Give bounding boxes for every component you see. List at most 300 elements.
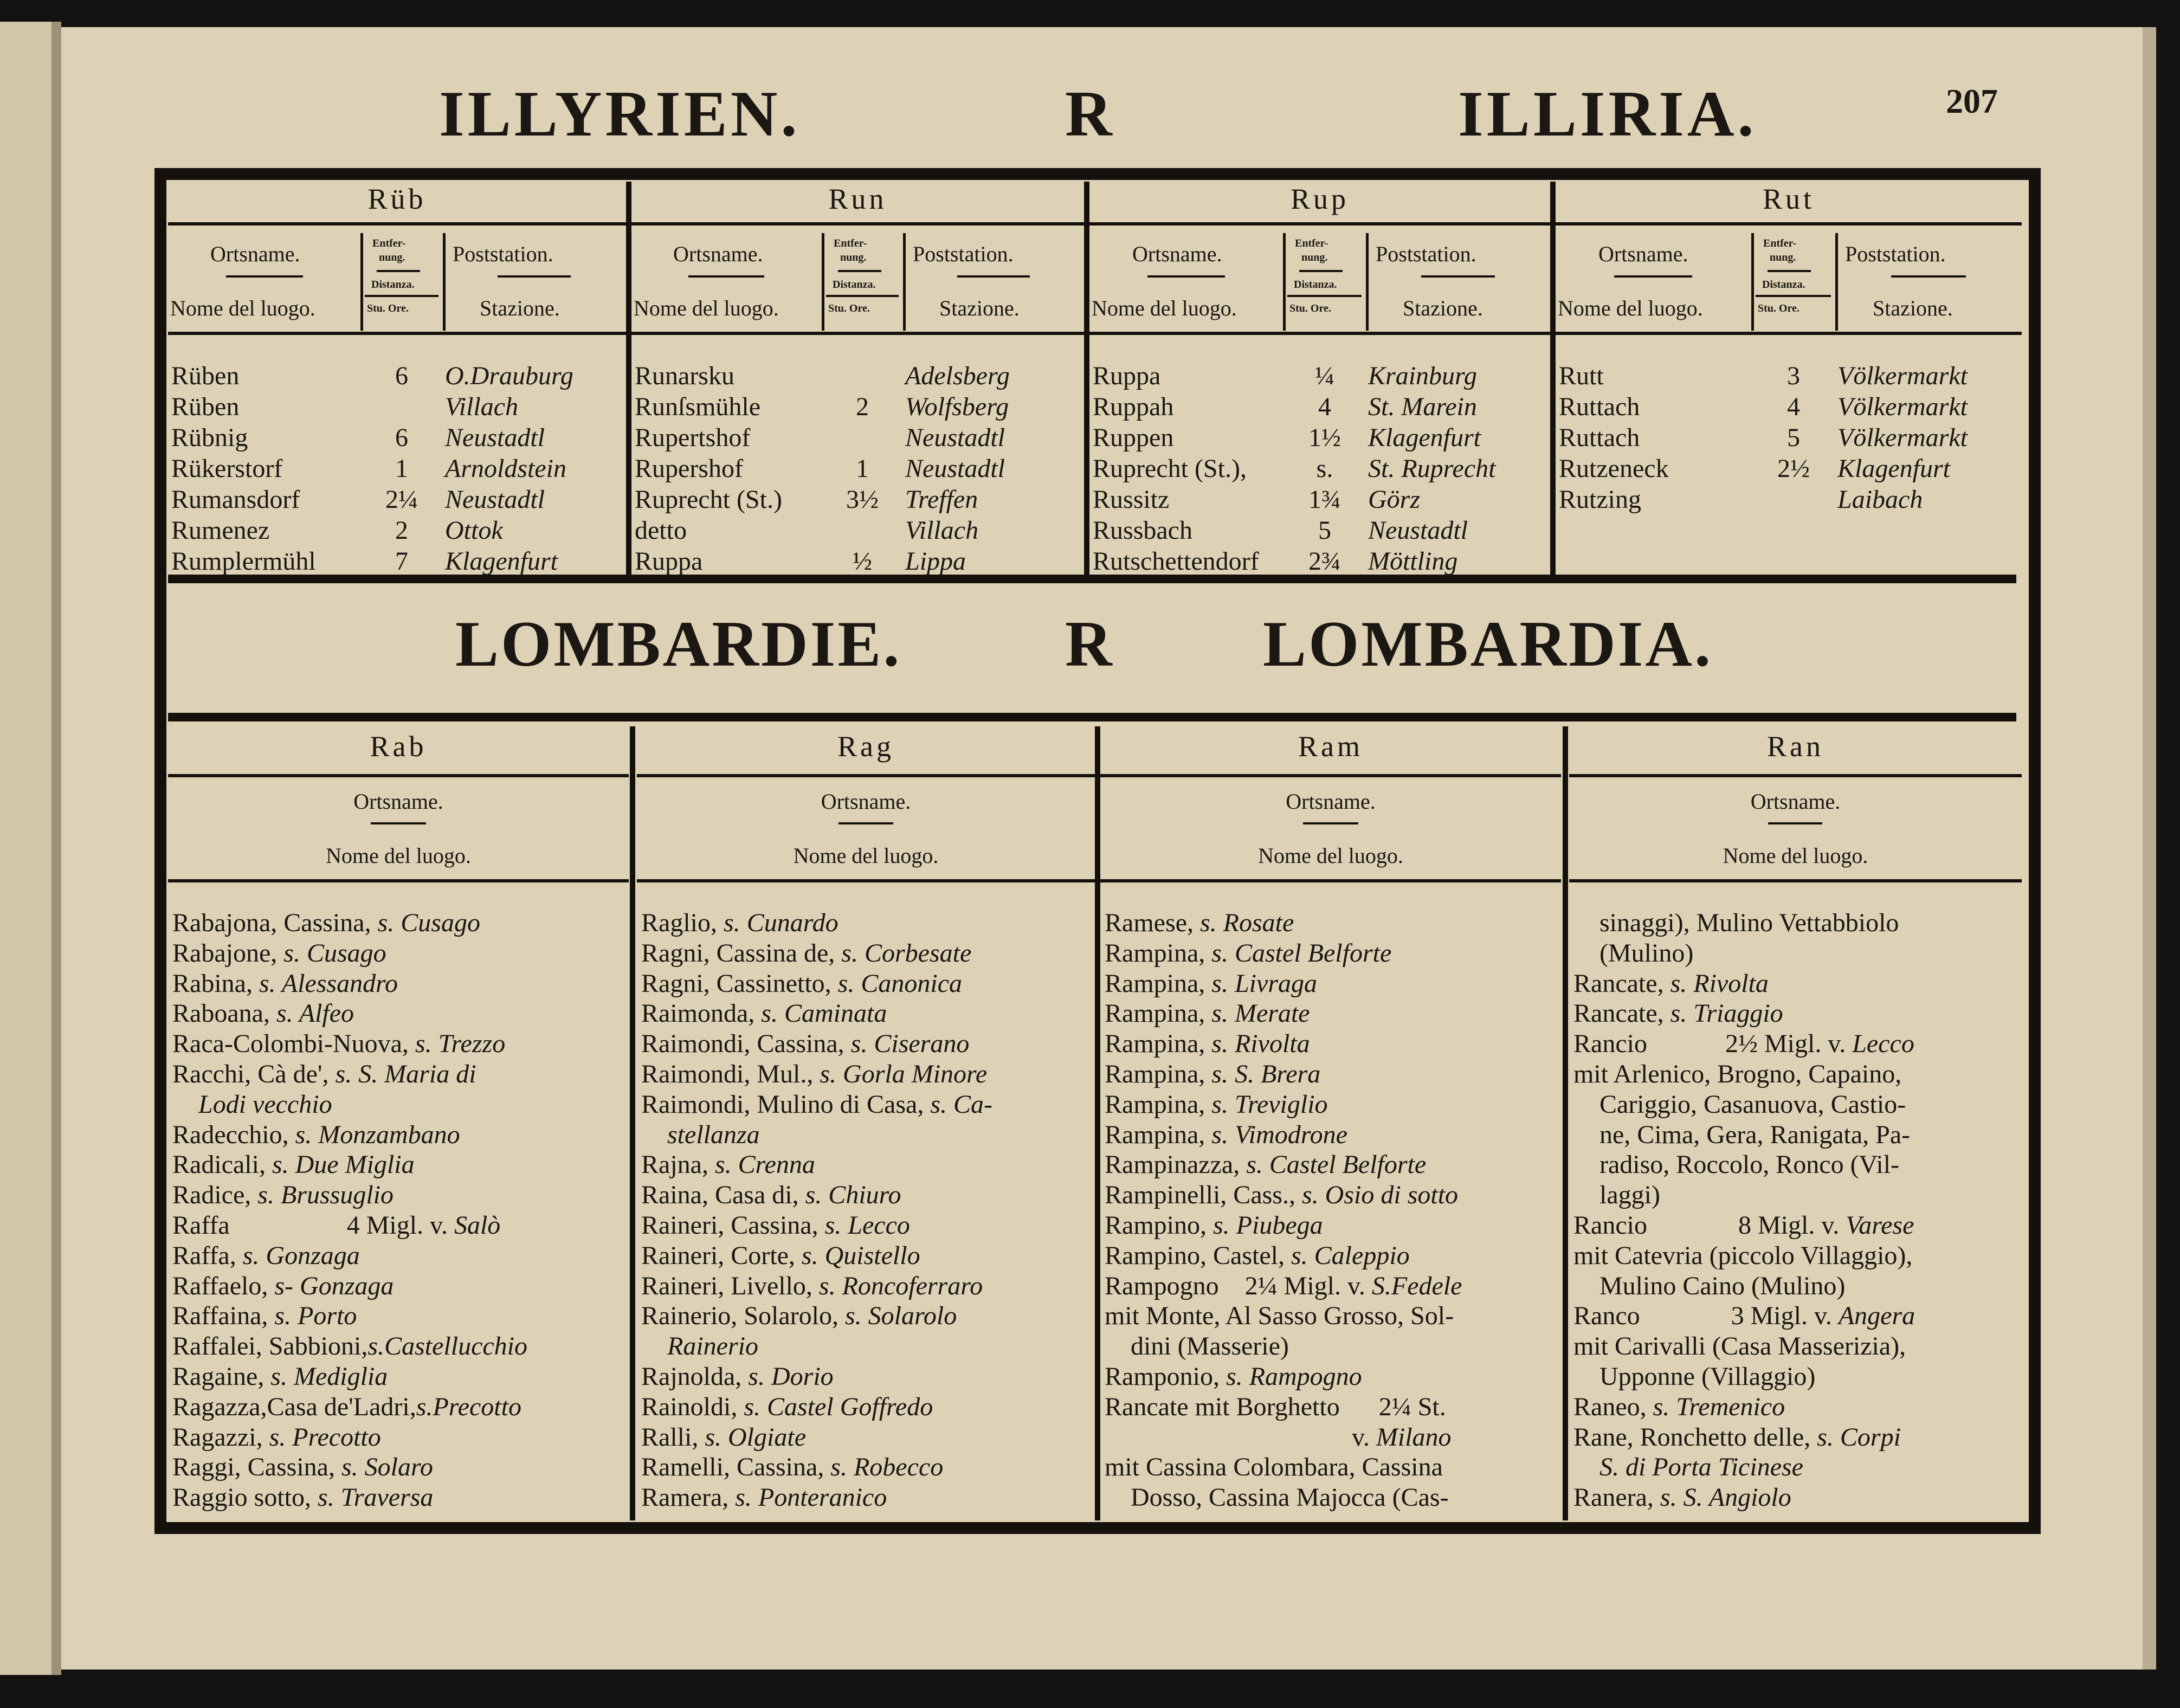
distance-value: 4: [1787, 392, 1800, 421]
see-reference: s.: [1211, 999, 1235, 1028]
see-reference: s.: [270, 1362, 294, 1391]
distance-value: 5: [1318, 516, 1331, 545]
table-row: [168, 515, 626, 546]
header-place-it: Nome del luogo.: [326, 843, 471, 868]
entry-text: Rabajona, Cassina,: [172, 908, 378, 937]
header-distance-de-2: nung.: [1770, 252, 1796, 263]
illyria-column-rüb: [168, 173, 626, 575]
column-heading: Rup: [1290, 183, 1350, 215]
entry-text: Raina, Casa di,: [641, 1181, 805, 1210]
place-list: [641, 908, 1093, 1513]
table-row: [1089, 391, 1550, 422]
post-station: Canonica: [861, 969, 962, 998]
see-reference: s.: [805, 1181, 829, 1210]
entry-text: Rampino,: [1105, 1210, 1213, 1240]
list-entry: [1573, 1422, 2020, 1453]
list-entry: [1105, 938, 1559, 969]
post-station: Möttling: [1368, 547, 1458, 576]
see-reference: s.: [1211, 1059, 1235, 1088]
list-entry: [172, 1301, 627, 1331]
entry-text: Ramese,: [1105, 908, 1200, 937]
table-row: [168, 391, 626, 422]
lombardy-title-center: R: [1065, 608, 1114, 680]
place-name: Ruttach: [1559, 423, 1640, 452]
post-station: Alessandro: [281, 969, 398, 998]
header-distance-de: Entfer-: [372, 237, 406, 249]
header-distance-units: Stu. Ore.: [367, 302, 409, 314]
entry-text: Raimondi, Cassina,: [641, 1029, 851, 1059]
post-station: Castellucchio: [384, 1332, 528, 1361]
post-station: Chiuro: [828, 1181, 901, 1210]
post-station: Caleppio: [1314, 1241, 1410, 1270]
entry-text: Cariggio, Casanuova, Castio-: [1573, 1090, 1906, 1119]
see-reference: s.: [714, 1150, 738, 1180]
distance-value: s.: [1316, 454, 1333, 483]
post-station: Gonzaga: [266, 1241, 360, 1270]
see-reference: s.: [1211, 1090, 1235, 1119]
post-station: Görz: [1368, 485, 1421, 514]
column-heading: Run: [828, 183, 887, 215]
post-station: Villach: [905, 516, 979, 545]
header-distance-de-2: nung.: [379, 252, 405, 263]
list-entry: [1573, 1331, 2020, 1362]
list-entry: [641, 908, 1093, 938]
table-row: [1089, 422, 1550, 453]
header-place-rule: [839, 822, 893, 824]
place-name: Ruppah: [1093, 392, 1174, 421]
see-reference: s.: [269, 1422, 293, 1452]
post-station: Trezzo: [438, 1029, 506, 1059]
see-reference: s.: [367, 1332, 385, 1361]
header-station-rule: [498, 275, 571, 278]
list-entry: [1573, 1180, 2020, 1210]
column-heading: Rut: [1762, 183, 1815, 215]
post-station: Precotto: [292, 1422, 381, 1452]
header-divider: [1366, 233, 1369, 331]
see-reference: s.: [1211, 969, 1235, 998]
see-reference: s.: [318, 1483, 341, 1512]
header-station-de: Poststation.: [913, 242, 1014, 266]
entry-text: Rainoldi,: [641, 1392, 744, 1421]
entry-text: [172, 1090, 198, 1119]
table-row: [1089, 515, 1550, 546]
table-row: [168, 360, 626, 391]
see-reference: s.: [1291, 1241, 1314, 1270]
header-place-it: Nome del luogo.: [1092, 296, 1237, 320]
header-bottom-rule: [1100, 879, 1561, 882]
heading-rule: [631, 222, 1084, 225]
entry-text: Raboana,: [172, 999, 276, 1028]
list-entry: [641, 1331, 1093, 1362]
place-name: Runſsmühle: [635, 392, 761, 421]
header-place-de: Ortsname.: [1286, 789, 1376, 814]
see-reference: s.: [415, 1029, 438, 1059]
post-station: Alfeo: [299, 999, 354, 1028]
see-reference: s-: [274, 1271, 300, 1300]
see-reference: s.: [416, 1392, 433, 1421]
header-place-rule: [371, 822, 426, 824]
post-station: Adelsberg: [905, 362, 1010, 390]
post-station: Villach: [445, 392, 519, 421]
header-place-de: Ortsname.: [1598, 242, 1688, 266]
post-station: Völkermarkt: [1837, 423, 1968, 452]
place-list: [1573, 908, 2020, 1513]
place-name: Ruprecht (St.),: [1093, 454, 1247, 483]
table-row: [631, 360, 1084, 391]
entry-text: Raimondi, Mulino di Casa,: [641, 1090, 931, 1119]
see-reference: s.: [844, 1301, 868, 1331]
heading-rule: [1569, 774, 2022, 777]
list-entry: [1573, 908, 2020, 938]
entry-text: Raineri, Corte,: [641, 1241, 802, 1270]
list-entry: [172, 938, 627, 969]
post-station: Milano: [1376, 1422, 1452, 1452]
entry-text: [641, 1120, 667, 1149]
entry-text: mit Carivalli (Casa Masserizia),: [1573, 1332, 1906, 1361]
list-entry: [1105, 1241, 1559, 1271]
post-station: Merate: [1234, 999, 1310, 1028]
list-entry: [172, 1452, 627, 1483]
header-distance-rule: [838, 270, 881, 272]
see-reference: s.: [242, 1241, 266, 1270]
column-heading: Rag: [837, 730, 894, 763]
see-reference: s.: [930, 1090, 954, 1119]
post-station: Rainerio: [667, 1332, 758, 1361]
list-entry: [1105, 1210, 1559, 1241]
header-station-it: Stazione.: [1873, 296, 1953, 320]
list-entry: [172, 908, 627, 938]
header-bottom-rule: [637, 879, 1095, 882]
entry-text: Rampinelli, Cass.,: [1105, 1181, 1302, 1210]
entry-text: Raineri, Livello,: [641, 1271, 819, 1300]
header-place-it: Nome del luogo.: [1723, 843, 1868, 868]
post-station: Roncoferraro: [842, 1271, 983, 1300]
list-entry: [172, 1120, 627, 1150]
entry-text: Raggio sotto,: [172, 1483, 318, 1512]
list-entry: [641, 1392, 1093, 1422]
entry-text: Rampina,: [1105, 999, 1212, 1028]
see-reference: s.: [1817, 1422, 1840, 1452]
entry-text: Ragni, Cassina de,: [641, 938, 842, 968]
see-reference: s.: [1211, 938, 1235, 968]
list-entry: [641, 1029, 1093, 1059]
entry-text: Ragaine,: [172, 1362, 271, 1391]
list-entry: [172, 998, 627, 1029]
post-station: St. Marein: [1368, 392, 1477, 421]
post-station: Piubega: [1236, 1210, 1323, 1240]
place-name: Rutzeneck: [1559, 454, 1669, 483]
post-station: Precotto: [433, 1392, 521, 1421]
post-station: Salò: [454, 1210, 501, 1240]
list-entry: [172, 1362, 627, 1392]
list-entry: [172, 1392, 627, 1422]
table-row: [631, 546, 1084, 577]
header-place-rule: [688, 275, 764, 278]
entry-text: Rampogno 2¼ Migl. v.: [1105, 1271, 1372, 1300]
entry-text: Raffa,: [172, 1241, 243, 1270]
see-reference: s.: [705, 1422, 728, 1452]
distance-value: ½: [853, 547, 872, 576]
table-row: [1556, 453, 2022, 484]
distance-value: 1¾: [1308, 485, 1341, 514]
post-station: Porto: [298, 1301, 357, 1331]
entry-text: v.: [1105, 1422, 1376, 1452]
illyria-column-run: [631, 173, 1084, 575]
header-bottom-rule: [631, 332, 1084, 335]
list-entry: [1105, 969, 1559, 999]
place-list: [1105, 908, 1559, 1513]
post-station: Ca-: [953, 1090, 993, 1119]
list-entry: [641, 1241, 1093, 1271]
heading-rule: [637, 774, 1095, 777]
entry-text: Ramera,: [641, 1483, 736, 1512]
post-station: Neustadtl: [905, 454, 1005, 483]
entry-text: Mulino Caino (Mulino): [1573, 1271, 1846, 1300]
list-entry: [1105, 1120, 1559, 1150]
see-reference: s.: [259, 969, 282, 998]
table-row: [1556, 484, 2022, 515]
list-entry: [641, 938, 1093, 969]
header-station-de: Poststation.: [453, 242, 553, 266]
header-place-de: Ortsname.: [821, 789, 911, 814]
header-bottom-rule: [168, 879, 629, 882]
place-list: [172, 908, 627, 1513]
distance-value: 3½: [846, 485, 879, 514]
post-station: Arnoldstein: [445, 454, 566, 483]
entry-text: Dosso, Cassina Majocca (Cas-: [1105, 1483, 1449, 1512]
table-row: [631, 453, 1084, 484]
header-divider: [443, 233, 446, 331]
header-distance-it: Distanza.: [371, 279, 415, 291]
place-name: detto: [635, 516, 687, 545]
list-entry: [1573, 1120, 2020, 1150]
header-place-it: Nome del luogo.: [170, 296, 315, 320]
post-station: Ottok: [445, 516, 503, 545]
entry-text: Raffaelo,: [172, 1271, 275, 1300]
see-reference: s.: [1670, 999, 1694, 1028]
see-reference: s.: [1199, 908, 1223, 937]
post-station: Cunardo: [746, 908, 839, 937]
post-station: Lecco: [1852, 1029, 1914, 1059]
table-row: [1089, 360, 1550, 391]
table-row: [168, 546, 626, 577]
list-entry: [1105, 1301, 1559, 1331]
list-entry: [1573, 1210, 2020, 1241]
see-reference: s.: [824, 1210, 848, 1240]
place-name: Runarsku: [635, 362, 734, 390]
post-station: Treviglio: [1234, 1090, 1328, 1119]
post-station: S. di Porta Ticinese: [1599, 1453, 1803, 1482]
distance-value: 1: [856, 454, 869, 483]
entry-text: Raneo,: [1573, 1392, 1653, 1421]
list-entry: [1573, 998, 2020, 1029]
list-entry: [172, 1150, 627, 1180]
header-distance-rule-2: [1287, 295, 1362, 297]
post-station: Krainburg: [1368, 362, 1477, 390]
see-reference: s.: [818, 1271, 842, 1300]
list-entry: [1573, 1392, 2020, 1422]
list-entry: [641, 1483, 1093, 1513]
entry-text: dini (Masserie): [1105, 1332, 1289, 1361]
distance-value: 5: [1787, 423, 1800, 452]
header-distance-de-2: nung.: [840, 252, 867, 263]
entry-text: Raffaina,: [172, 1301, 275, 1331]
header-place-de: Ortsname.: [210, 242, 300, 266]
header-distance-de: Entfer-: [1763, 237, 1797, 249]
header-right-title: ILLIRIA.: [1458, 78, 1757, 150]
see-reference: s.: [274, 1301, 298, 1331]
entry-text: Rampinazza,: [1105, 1150, 1247, 1180]
post-station: Treffen: [905, 485, 978, 514]
post-station: Rosate: [1223, 908, 1294, 937]
header-left-title: ILLYRIEN.: [439, 78, 801, 150]
list-entry: [1573, 1483, 2020, 1513]
header-divider: [822, 233, 824, 331]
entry-text: mit Monte, Al Sasso Grosso, Sol-: [1105, 1301, 1454, 1331]
entry-text: Rancio 8 Migl. v.: [1573, 1210, 1846, 1240]
header-bottom-rule: [1089, 332, 1550, 335]
header-station-rule: [1891, 275, 1966, 278]
entry-text: Radicali,: [172, 1150, 272, 1180]
distance-value: 6: [395, 423, 408, 452]
entry-text: sinaggi), Mulino Vettabbiolo: [1573, 908, 1899, 937]
heading-rule: [168, 774, 629, 777]
see-reference: s.: [1301, 1181, 1325, 1210]
column-heading: Rüb: [367, 183, 427, 215]
entry-text: Ranco 3 Migl. v.: [1573, 1301, 1839, 1331]
list-entry: [641, 1271, 1093, 1301]
lombardy-title-left: LOMBARDIE.: [455, 608, 902, 680]
entry-text: Ralli,: [641, 1422, 705, 1452]
post-station: Angera: [1838, 1301, 1915, 1331]
post-station: Ponteranico: [758, 1483, 887, 1512]
list-entry: [641, 1301, 1093, 1331]
list-entry: [1573, 1090, 2020, 1120]
header-distance-rule-2: [1756, 295, 1831, 297]
post-station: S.Fedele: [1371, 1271, 1462, 1300]
table-row: [631, 422, 1084, 453]
list-entry: [1573, 969, 2020, 999]
lombardy-column-rab: [168, 726, 629, 1523]
list-entry: [1573, 1150, 2020, 1180]
table-row: [168, 484, 626, 515]
distance-value: 2¼: [385, 485, 418, 514]
header-divider: [360, 233, 363, 331]
heading-rule: [1089, 222, 1550, 225]
post-station: Vimodrone: [1234, 1120, 1347, 1149]
post-station: Osio di sotto: [1325, 1181, 1459, 1210]
header-distance-rule: [377, 270, 420, 272]
distance-value: ¼: [1315, 362, 1334, 390]
section-divider-bottom: [168, 713, 2016, 721]
place-name: Ruprecht (St.): [635, 485, 782, 514]
distance-value: 1: [395, 454, 408, 483]
post-station: Solarolo: [868, 1301, 957, 1331]
illyria-column-rut: [1556, 173, 2022, 575]
list-entry: [172, 1483, 627, 1513]
entry-text: mit Arlenico, Brogno, Capaino,: [1573, 1059, 1902, 1088]
header-distance-units: Stu. Ore.: [1758, 302, 1800, 314]
entry-text: ne, Cima, Gera, Ranigata, Pa-: [1573, 1120, 1911, 1149]
facing-page-edge: [0, 22, 51, 1675]
entry-text: Rabina,: [172, 969, 259, 998]
post-station: S. Brera: [1234, 1059, 1321, 1088]
place-name: Rumenez: [171, 516, 270, 545]
post-station: Neustadtl: [445, 485, 545, 514]
header-station-it: Stazione.: [1403, 296, 1483, 320]
illyria-column-divider: [626, 182, 631, 575]
header-place-de: Ortsname.: [1750, 789, 1841, 814]
header-station-it: Stazione.: [480, 296, 560, 320]
table-row: [631, 515, 1084, 546]
illyria-column-divider: [1084, 182, 1089, 575]
post-station: Völkermarkt: [1837, 362, 1968, 390]
list-entry: [641, 1452, 1093, 1483]
post-station: Cusago: [306, 938, 386, 968]
illyria-column-divider: [1550, 182, 1556, 575]
page-edge-shadow: [2143, 27, 2156, 1670]
entry-text: (Mulino): [1573, 938, 1694, 968]
table-row: [1556, 360, 2022, 391]
entry-text: Radecchio,: [172, 1120, 295, 1149]
list-entry: [1105, 1059, 1559, 1090]
entry-text: Ramelli, Cassina,: [641, 1453, 831, 1482]
post-station: Cusago: [401, 908, 480, 937]
post-station: Crenna: [738, 1150, 815, 1180]
table-row: [631, 391, 1084, 422]
distance-value: 3: [1787, 362, 1800, 390]
list-entry: [172, 1180, 627, 1210]
see-reference: s.: [341, 1453, 365, 1482]
entry-text: Raglio,: [641, 908, 724, 937]
header-place-it: Nome del luogo.: [1558, 296, 1703, 320]
see-reference: s.: [1246, 1150, 1269, 1180]
place-name: Rupertshof: [635, 423, 751, 452]
post-station: Rivolta: [1234, 1029, 1310, 1059]
header-distance-de-2: nung.: [1301, 252, 1328, 263]
post-station: Tremenico: [1676, 1392, 1785, 1421]
place-name: Rüben: [171, 362, 240, 390]
place-name: Ruttach: [1559, 392, 1640, 421]
list-entry: [172, 1090, 627, 1120]
book-gutter: [51, 22, 61, 1675]
entry-text: Racchi, Cà de',: [172, 1059, 336, 1088]
place-name: Rüben: [171, 392, 240, 421]
entry-text: Ragazza,Casa de'Ladri,: [172, 1392, 416, 1421]
place-name: Rumplermühl: [171, 547, 316, 576]
entry-text: Raca-Colombi-Nuova,: [172, 1029, 415, 1059]
see-reference: s.: [744, 1392, 767, 1421]
header-distance-units: Stu. Ore.: [828, 302, 870, 314]
entry-text: Ragazzi,: [172, 1422, 269, 1452]
table-row: [631, 484, 1084, 515]
place-name: Rükerstorf: [171, 454, 283, 483]
header-place-it: Nome del luogo.: [1258, 843, 1403, 868]
see-reference: s.: [276, 999, 299, 1028]
post-station: Quistello: [824, 1241, 920, 1270]
see-reference: s.: [1670, 969, 1694, 998]
entry-text: Ragni, Cassinetto,: [641, 969, 838, 998]
post-station: Lecco: [848, 1210, 910, 1240]
entry-text: Rane, Ronchetto delle,: [1573, 1422, 1817, 1452]
list-entry: [641, 1059, 1093, 1090]
list-entry: [641, 1180, 1093, 1210]
list-entry: [1105, 1271, 1559, 1301]
header-place-it: Nome del luogo.: [793, 843, 939, 868]
list-entry: [641, 1422, 1093, 1453]
post-station: Castel Belforte: [1269, 1150, 1427, 1180]
see-reference: s.: [830, 1453, 854, 1482]
